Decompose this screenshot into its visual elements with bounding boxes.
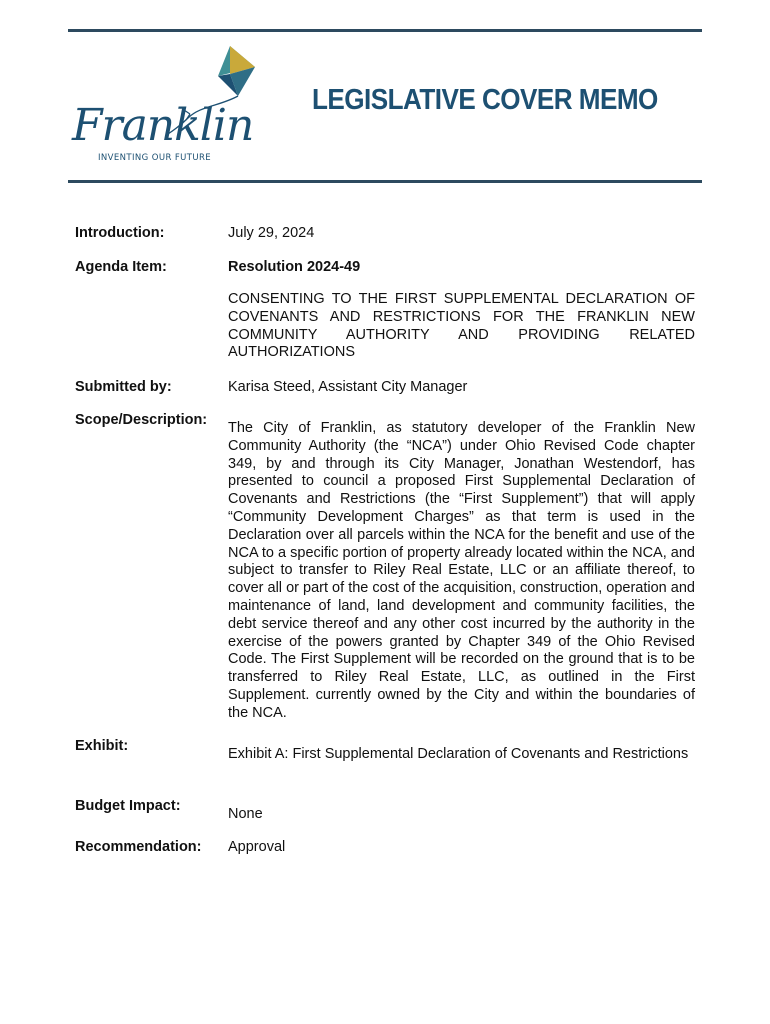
franklin-logo (70, 44, 300, 169)
agenda-item-description: CONSENTING TO THE FIRST SUPPLEMENTAL DECLARATION OF COVENANTS AND RESTRICTIONS FOR THE FRANKLIN NEW COMMUNITY AUTHORITY AND PROVIDING RELATED AUTHORIZATIONS (228, 291, 695, 361)
memo-title: LEGISLATIVE COVER MEMO (312, 84, 658, 116)
scope-label: Scope/Description: (75, 412, 208, 428)
logo-wordmark: Franklin (72, 100, 254, 151)
header-bottom-rule (68, 180, 702, 183)
recommendation-value: Approval (228, 839, 286, 855)
logo-tagline: INVENTING OUR FUTURE (98, 153, 212, 163)
agenda-item-value: Resolution 2024-49 (228, 259, 361, 275)
budget-impact-value: None (228, 806, 263, 822)
scope-description: The City of Franklin, as statutory developer of the Franklin New Community Authority (the “NCA”) under Ohio Revised Code chapter 349, by and through its City Manager, Jonathan Westendorf, has presented to council a proposed First Supplemental Declaration of Covenants and Restrictions (the “First Supplement”) that will apply “Community Development Charges” as that term is used in the Declaration over all parcels within the NCA for the benefit and use of the NCA to a specific portion of property already located within the NCA, and subject to transfer to Riley Real Estate, LLC or an affiliate thereof, to cover all or part of the cost of the acquisition, construction, operation and maintenance of land, land development and community facilities, the debt service thereof and any other cost incurred by the authority in the exercise of the powers granted by Chapter 349 of the Ohio Revised Code. The First Supplement will be recorded on the ground that is to be transferred to Riley Real Estate, LLC, as outlined in the First Supplement. currently owned by the City and within the boundaries of the NCA. (228, 420, 695, 721)
exhibit-label: Exhibit: (75, 738, 129, 754)
exhibit-value: Exhibit A: First Supplemental Declaration of Covenants and Restrictions (228, 746, 689, 762)
introduction-value: July 29, 2024 (228, 225, 315, 241)
introduction-label: Introduction: (75, 225, 165, 241)
header-top-rule (68, 29, 702, 32)
agenda-item-label: Agenda Item: (75, 259, 167, 275)
submitted-by-value: Karisa Steed, Assistant City Manager (228, 379, 468, 395)
recommendation-label: Recommendation: (75, 839, 202, 855)
submitted-by-label: Submitted by: (75, 379, 172, 395)
budget-impact-label: Budget Impact: (75, 798, 181, 814)
